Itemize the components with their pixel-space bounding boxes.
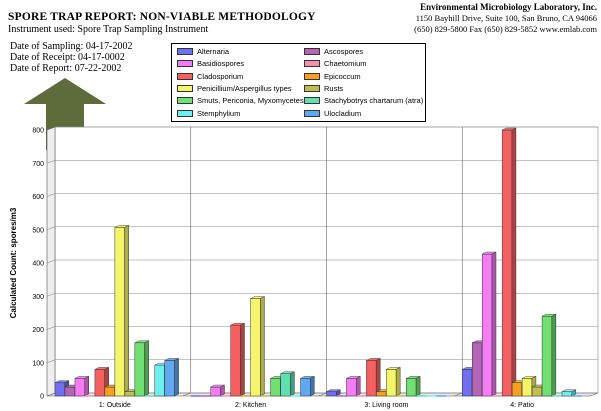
legend-item <box>304 109 361 119</box>
bar <box>231 325 241 396</box>
report-title: SPORE TRAP REPORT: NON-VIABLE METHODOLOGY <box>8 11 316 23</box>
bar-side <box>260 297 264 396</box>
y-tick-label: 0 <box>40 393 44 401</box>
bar <box>135 343 145 396</box>
bar-side <box>356 376 360 396</box>
legend-label: Penicillium/Aspergillus types <box>197 83 292 93</box>
bar <box>542 316 552 396</box>
legend-label: Rusts <box>324 83 344 93</box>
bar <box>271 378 281 396</box>
legend-label: Alternaria <box>197 47 230 56</box>
legend-item <box>177 109 240 119</box>
bar <box>502 130 512 396</box>
legend-item <box>177 47 229 57</box>
bar <box>522 378 532 396</box>
bar-side <box>512 128 516 396</box>
bar-side <box>310 376 314 396</box>
bar <box>165 360 175 396</box>
bar-side <box>290 372 294 396</box>
legend-label: Ascospores <box>324 47 364 56</box>
legend-swatch <box>304 85 320 92</box>
legend-swatch <box>177 85 193 92</box>
y-tick-label: 800 <box>32 127 44 135</box>
legend-item <box>304 84 343 94</box>
bar-side <box>416 376 420 396</box>
x-tick-label: 2: Kitchen <box>235 402 267 409</box>
legend-label: Stachybotrys chartarum (atra) <box>324 96 424 106</box>
bar-side <box>220 385 224 396</box>
bar <box>482 254 492 396</box>
bar-side <box>85 376 89 396</box>
bar <box>366 360 376 396</box>
legend-item <box>304 47 363 57</box>
bar <box>472 343 482 396</box>
legend-label: Smuts, Periconia, Myxomycetes <box>197 96 304 106</box>
bar-side <box>396 367 400 396</box>
bar <box>125 392 135 396</box>
legend-label: Cladosporium <box>197 71 244 81</box>
y-tick-label: 300 <box>32 293 44 301</box>
x-tick-label: 4: Patio <box>510 402 534 409</box>
bar <box>115 227 125 396</box>
legend-swatch <box>177 48 193 55</box>
bar <box>376 392 386 396</box>
legend-swatch <box>304 73 320 80</box>
bar-side <box>145 341 149 396</box>
bar-chart <box>0 118 601 411</box>
bar-side <box>552 314 556 396</box>
bar <box>386 369 396 396</box>
bar <box>55 383 65 396</box>
legend-item <box>304 59 367 69</box>
bar-side <box>175 358 179 396</box>
legend-swatch <box>304 97 320 104</box>
bar <box>155 365 165 396</box>
legend-item <box>304 72 361 82</box>
bar <box>75 378 85 396</box>
bar <box>327 392 337 396</box>
bar-side <box>492 252 496 396</box>
y-tick-label: 100 <box>32 360 44 368</box>
lab-address: 1150 Bayhill Drive, Suite 100, San Bruno, CA 94066 <box>415 13 597 23</box>
legend-item <box>177 59 244 69</box>
bar <box>532 387 542 396</box>
bar <box>406 378 416 396</box>
bar <box>512 383 522 396</box>
date-report: Date of Report: 07-22-2002 <box>10 63 122 74</box>
legend-label: Ulocladium <box>324 108 362 118</box>
lab-phone: (650) 829-5800 Fax (650) 829-5852 www.emlab.com <box>414 24 597 34</box>
legend-swatch <box>177 97 193 104</box>
date-receipt: Date of Receipt: 04-17-0002 <box>10 52 125 63</box>
bar <box>65 387 75 396</box>
legend-swatch <box>304 110 320 117</box>
legend-item <box>177 84 292 94</box>
x-tick-label: 1: Outside <box>98 402 131 409</box>
legend-swatch <box>304 48 320 55</box>
legend-swatch <box>304 60 320 67</box>
legend-label: Basidiospores <box>197 59 245 69</box>
bar <box>211 387 221 396</box>
y-tick-label: 400 <box>32 260 44 268</box>
bar <box>95 369 105 396</box>
chart-legend <box>171 43 426 122</box>
y-axis-label: Calculated Count: spores/m3 <box>9 207 18 319</box>
date-sampling: Date of Sampling: 04-17-2002 <box>10 41 133 52</box>
legend-swatch <box>177 60 193 67</box>
legend-item <box>177 72 243 82</box>
y-tick-label: 500 <box>32 227 44 235</box>
x-tick-label: 3: Living room <box>364 402 409 409</box>
bar-side <box>125 225 129 396</box>
legend-label: Epicoccum <box>324 71 361 81</box>
legend-swatch <box>177 73 193 80</box>
instrument-line: Instrument used: Spore Trap Sampling Instrument <box>8 24 209 35</box>
bar <box>346 378 356 396</box>
legend-label: Stemphylium <box>197 108 241 118</box>
legend-swatch <box>177 110 193 117</box>
lab-name: Environmental Microbiology Laboratory, Inc. <box>420 2 597 12</box>
legend-label: Chaetomium <box>324 59 367 69</box>
bar <box>281 374 291 396</box>
legend-item <box>304 96 423 106</box>
y-tick-label: 200 <box>32 327 44 334</box>
bar <box>105 387 115 396</box>
bar <box>301 378 311 396</box>
bar <box>251 299 261 396</box>
report-dates <box>10 41 132 74</box>
legend-item <box>177 96 304 106</box>
y-tick-label: 600 <box>32 194 44 201</box>
y-tick-label: 700 <box>32 160 44 168</box>
bar-side <box>240 323 244 396</box>
bar <box>562 392 572 396</box>
bar <box>462 369 472 396</box>
